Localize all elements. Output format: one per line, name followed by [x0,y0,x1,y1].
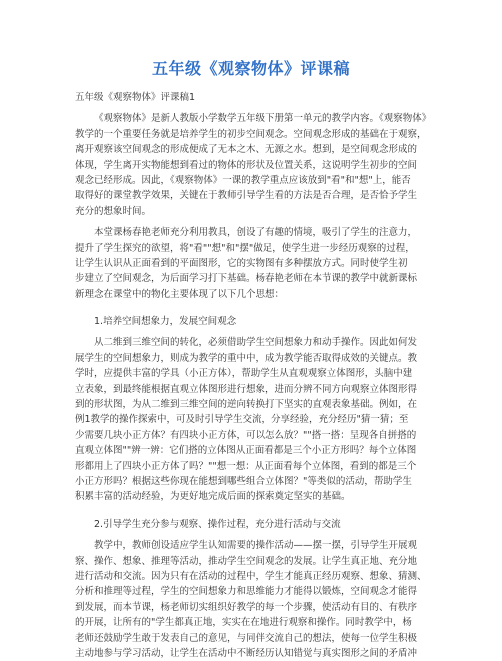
paragraph-line: 到的形状图，为从二维到三维空间的逆向转换打下坚实的直观表象基础。例如，在 [75,399,418,411]
paragraph-line: 教学的一个重要任务就是培养学生的初步空间观念。空间观念形成的基础在于观察， [75,128,427,140]
paragraph-line: 小正方形吗？根据这些你现在能想到哪些组合立体图？"等类似的活动，帮助学生 [75,475,412,487]
document-title: 五年级《观察物体》评课稿 [151,59,350,78]
paragraph-line: 分析和推理等过程，学生的空间想象力和思维能力才能得以锻炼，空间观念才能得 [75,586,418,598]
paragraph-line: 学时，应提供丰富的学具（小正方体），帮助学生从直观观察立体图形，头脑中建 [75,368,413,380]
paragraph-4 [75,538,427,661]
paragraph-line: 步建立了空间观念，为后面学习打下基础。杨春艳老师在本节课的教学中就新课标 [75,273,418,285]
paragraph-line: 少需要几块小正方体？有四块小正方体，可以怎么放？""搭一搭：呈现各自拼搭的 [75,429,417,441]
paragraph-line: 新理念在课堂中的物化主要体现了以下几个思想： [75,288,285,300]
paragraph-line: 取得好的课堂教学效果，关键在于教师引导学生看的方法是否合理，是否恰予学生 [75,190,418,202]
paragraph-line: 体现，学生离开实物能想到看过的物体的形状及位置关系，这说明学生初步的空间 [75,159,418,171]
paragraph-line: 从二维到三维空间的转化，必须借助学生空间想象力和动手操作。因此如何发 [94,337,418,349]
paragraph-2 [75,225,427,302]
section-heading-1: 1.培养空间想象力，发展空间观念 [94,316,237,328]
paragraph-line: 离开观察该空间观念的形成便成了无本之木、无源之水。想到，是空间观念形成的 [75,144,418,156]
document-body [75,90,432,661]
paragraph-line: 展学生的空间想象力，则成为教学的重中中，成为教学能否取得成效的关键点。教 [75,352,418,364]
paragraph-line: 主动地参与学习活动，让学生在活动中不断经历认知错觉与真实图形之间的矛盾冲 [75,647,418,659]
paragraph-3 [75,335,427,504]
document-subtitle: 五年级《观察物体》评课稿1 [75,92,196,103]
paragraph-line: 老师还鼓励学生敢于发表自己的意见，与同伴交流自己的想法，使每一位学生积极 [75,632,418,644]
paragraph-line: 提升了学生探究的欲望，将"看""想"和"摆"做足，使学生进一步经历观察的过程， [75,242,415,254]
paragraph-line: 直观立体图""辨一辨：它们搭的立体图从正面看都是三个小正方形吗？每个立体图 [75,445,417,457]
paragraph-line: 充分的想象时间。 [75,205,152,217]
paragraph-1 [75,111,432,219]
paragraph-line: 例1教学的操作探索中，可及时引导学生交流，分享经验，充分经历"猜一猜；至 [75,414,409,426]
paragraph-line: 《观察物体》是新人教版小学数学五年级下册第一单元的教学内容。《观察物体》 [94,113,432,125]
paragraph-line: 让学生认识从正面看到的平面图形，它的实物图有多种摆放方式。同时使学生初 [75,257,408,269]
paragraph-line: 立表象，到最终能根据直观立体图形进行想象，进而分辨不同方向观察立体图形得 [75,383,418,395]
paragraph-line: 积累丰富的活动经验，为更好地完成后面的探索奠定坚实的基础。 [75,491,351,503]
paragraph-line: 的开展，让所有的"学生都真正地，实实在在地进行观察和操作。同时教学中，杨 [75,617,412,629]
paragraph-line: 进行活动和交流。因为只有在活动的过程中，学生才能真正经历观察、想象、猜测、 [75,570,427,582]
paragraph-line: 本堂课杨春艳老师充分利用教具，创设了有趣的情境，吸引了学生的注意力， [94,227,418,239]
paragraph-line: 观念已经形成。因此，《观察物体》一课的教学重点应该放到"看"和"想"上，能否 [75,174,411,186]
section-heading-2: 2.引导学生充分参与观察、操作过程，充分进行活动与交流 [94,518,341,530]
paragraph-line: 形都用上了四块小正方体了吗？""想一想：从正面看每个立体图，看到的都是三个 [75,460,417,472]
paragraph-line: 察、操作、想象、推理等活动，推动学生空间观念的发展。让学生真正地、充分地 [75,555,418,567]
paragraph-line: 到发展，而本节课，杨老师切实组织好教学的每一个步骤，使活动有目的、有秩序 [75,601,418,613]
paragraph-line: 教学中，教师创设适应学生认知需要的操作活动——摆一摆，引导学生开展观 [94,540,418,552]
